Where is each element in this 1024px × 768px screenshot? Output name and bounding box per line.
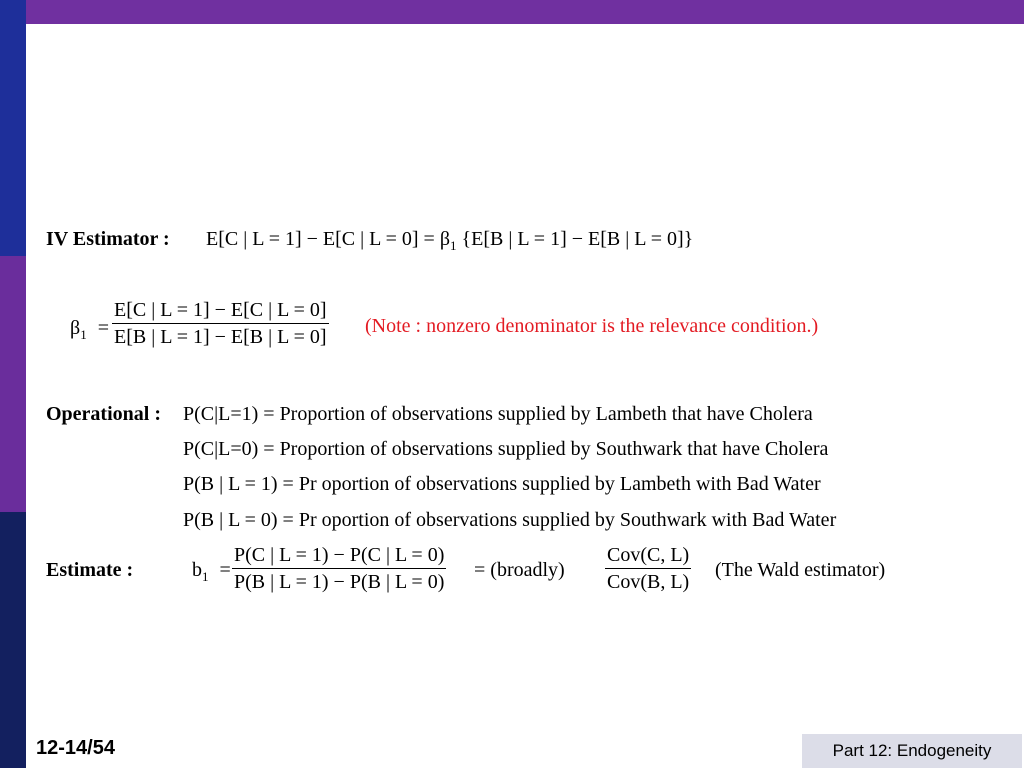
b-letter: b (192, 559, 202, 581)
operational-line-4: P(B | L = 0) = Pr oportion of observations supplied by Southwark with Bad Water (183, 509, 837, 531)
operational-line-3: P(B | L = 1) = Pr oportion of observations supplied by Lambeth with Bad Water (183, 473, 821, 495)
iv-equation-rhs: {E[B | L = 1] − E[B | L = 0]} (461, 228, 694, 250)
estimate-label: Estimate : (46, 559, 134, 581)
cov-denominator: Cov(B, L) (607, 571, 690, 593)
estimate-numerator: P(C | L = 1) − P(C | L = 0) (232, 543, 446, 569)
covariance-fraction (605, 543, 691, 594)
operational-line-1: P(C|L=1) = Proportion of observations supplied by Lambeth that have Cholera (183, 403, 813, 425)
slide-number: 12-14/54 (36, 737, 115, 759)
beta-subscript: 1 (80, 327, 87, 342)
iv-equation-lhs: E[C | L = 1] − E[C | L = 0] = β (206, 228, 451, 250)
top-bar (26, 0, 1024, 24)
beta-denominator: E[B | L = 1] − E[B | L = 0] (114, 326, 327, 348)
side-bar-segment-bottom (0, 512, 26, 768)
estimate-broadly: = (broadly) (474, 559, 565, 581)
beta-symbol (70, 316, 109, 347)
iv-estimator-equation (206, 227, 693, 258)
b1-symbol (192, 558, 231, 589)
wald-note: (The Wald estimator) (715, 559, 886, 581)
beta-fraction (112, 298, 329, 349)
side-bar-segment-middle (0, 256, 26, 512)
side-bar-segment-top (0, 0, 26, 256)
iv-estimator-label: IV Estimator : (46, 228, 170, 250)
estimate-fraction (232, 543, 446, 594)
b1-equals: = (219, 559, 231, 581)
beta-numerator: E[C | L = 1] − E[C | L = 0] (112, 298, 329, 324)
cov-numerator: Cov(C, L) (605, 543, 691, 569)
beta-equals: = (97, 317, 109, 339)
operational-line-2: P(C|L=0) = Proportion of observations supplied by Southwark that have Cholera (183, 438, 829, 460)
relevance-note: (Note : nonzero denominator is the relevance condition.) (365, 315, 819, 337)
estimate-denominator: P(B | L = 1) − P(B | L = 0) (234, 571, 445, 593)
b-subscript: 1 (202, 569, 209, 584)
operational-label: Operational : (46, 403, 161, 425)
part-label: Part 12: Endogeneity (802, 734, 1022, 768)
iv-beta-subscript: 1 (450, 238, 457, 253)
beta-letter: β (70, 317, 81, 339)
